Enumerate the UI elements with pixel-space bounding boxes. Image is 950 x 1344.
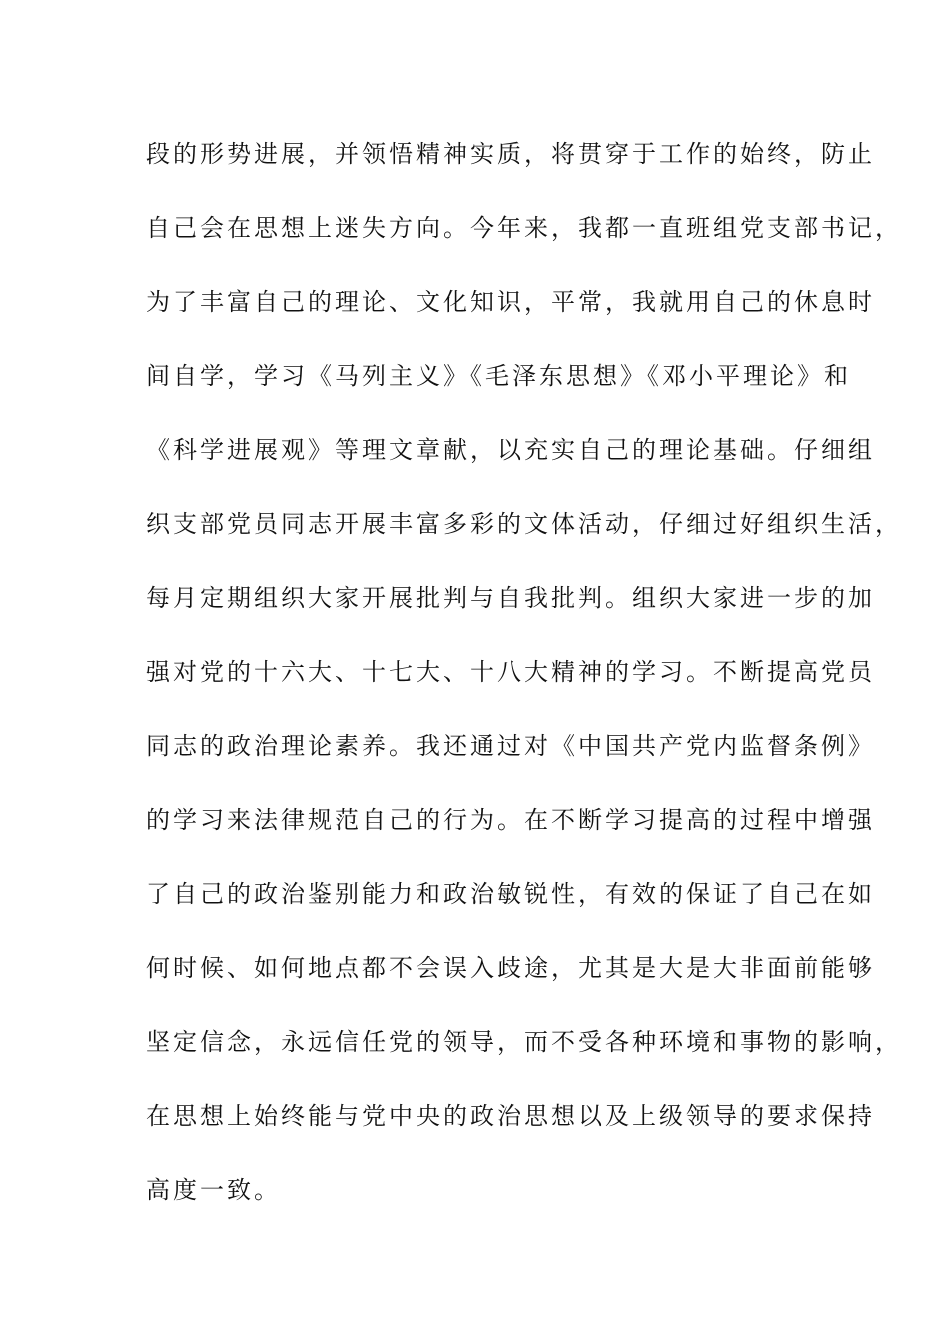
body-paragraph <box>146 134 902 1244</box>
text-line: 坚定信念，永远信任党的领导，而不受各种环境和事物的影响， <box>146 1028 902 1056</box>
text-line: 每月定期组织大家开展批判与自我批判。组织大家进一步的加 <box>146 584 875 612</box>
text-line: 了自己的政治鉴别能力和政治敏锐性，有效的保证了自己在如 <box>146 880 875 908</box>
text-line: 在思想上始终能与党中央的政治思想以及上级领导的要求保持 <box>146 1102 875 1130</box>
text-line: 自己会在思想上迷失方向。今年来，我都一直班组党支部书记， <box>146 214 902 242</box>
text-line: 段的形势进展，并领悟精神实质，将贯穿于工作的始终，防止 <box>146 140 875 168</box>
text-line: 为了丰富自己的理论、文化知识，平常，我就用自己的休息时 <box>146 288 875 316</box>
text-line: 何时候、如何地点都不会误入歧途，尤其是大是大非面前能够 <box>146 954 875 982</box>
text-line: 织支部党员同志开展丰富多彩的文体活动，仔细过好组织生活， <box>146 510 902 538</box>
text-line: 强对党的十六大、十七大、十八大精神的学习。不断提高党员 <box>146 658 875 686</box>
text-line: 的学习来法律规范自己的行为。在不断学习提高的过程中增强 <box>146 806 875 834</box>
text-line: 间自学，学习《马列主义》《毛泽东思想》《邓小平理论》和 <box>146 362 851 390</box>
text-line: 高度一致。 <box>146 1176 281 1204</box>
text-line: 同志的政治理论素养。我还通过对《中国共产党内监督条例》 <box>146 732 875 760</box>
text-line: 《科学进展观》等理文章献，以充实自己的理论基础。仔细组 <box>146 436 875 464</box>
